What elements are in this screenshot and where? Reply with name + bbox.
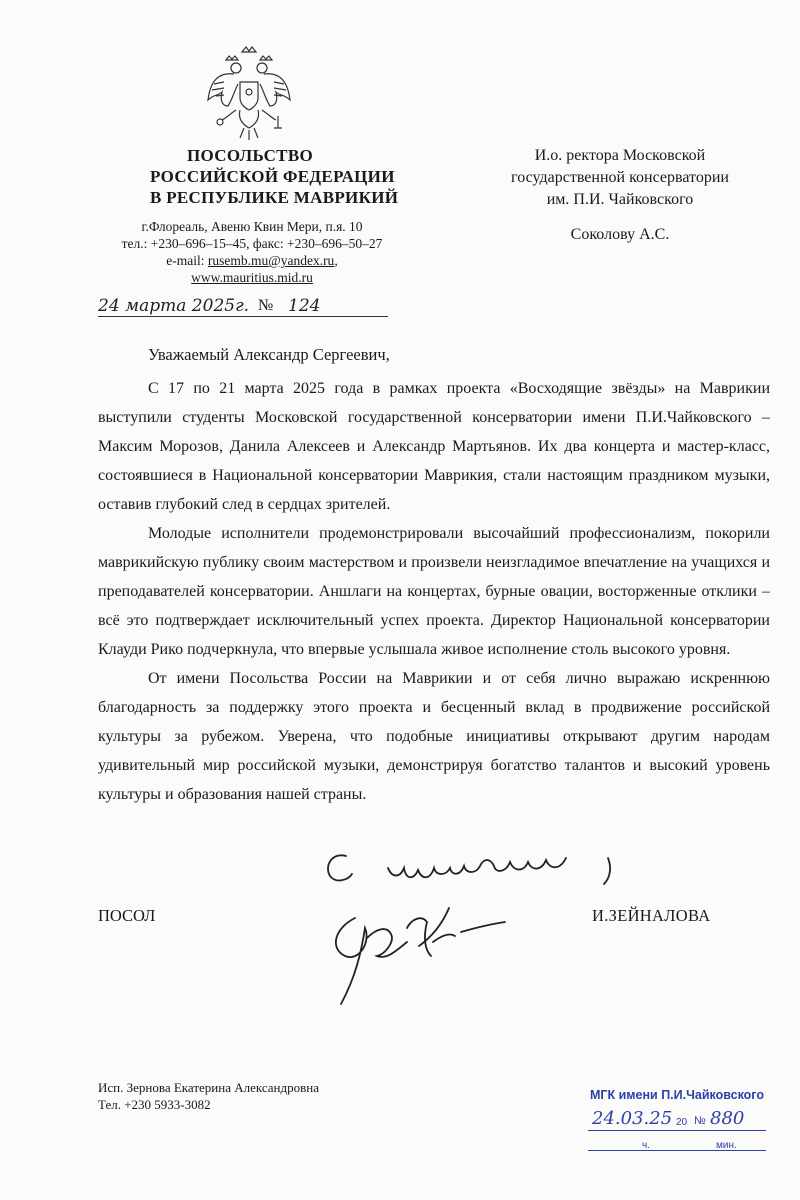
executor-name: Исп. Зернова Екатерина Александровна: [98, 1080, 319, 1095]
addressee-name: Соколову А.С.: [570, 226, 670, 243]
embassy-email-line: [92, 252, 412, 269]
embassy-name-line-1: ПОСОЛЬСТВО: [187, 146, 313, 165]
salutation: Уважаемый Александр Сергеевич,: [148, 345, 390, 364]
registration-underline: [98, 316, 388, 317]
body-paragraph-2: Молодые исполнители продемонстрировали высочайший профессионализм, покорили маврикийскую публику своим мастерством и произвели неизгладимое впечатление на учащихся и преподавателей консерватории. Аншлаги на концертах, бурные овации, восторженные отклики – всё это подтверждает исключительный успех проекта. Директор Национальной консерватории Клауди Рико подчеркнула, что впервые услышала живое исполнение столь высокого уровня.: [98, 525, 770, 658]
stamp-title: МГК имени П.И.Чайковского: [590, 1088, 764, 1102]
website-link[interactable]: www.mauritius.mid.ru: [191, 270, 313, 285]
addressee-line-3: им. П.И. Чайковского: [546, 191, 694, 208]
signer-position: ПОСОЛ: [98, 906, 156, 925]
embassy-phone-fax: тел.: +230–696–15–45, факс: +230–696–50–27: [121, 236, 383, 251]
embassy-contacts: [92, 218, 412, 286]
email-link[interactable]: rusemb.mu@yandex.ru: [207, 253, 335, 268]
executor-info: [98, 1079, 319, 1113]
russian-coat-of-arms-icon: [204, 44, 294, 144]
stamp-underline-1: [588, 1130, 766, 1131]
registration-date: 24 марта 2025г.: [98, 296, 250, 316]
signer-name: И.ЗЕЙНАЛОВА: [592, 906, 711, 925]
handwritten-signature: [315, 898, 515, 1008]
embassy-name: [150, 145, 399, 208]
email-label: e-mail:: [166, 253, 208, 268]
letter-body: [98, 374, 770, 809]
handwritten-closing: [318, 838, 648, 898]
stamp-time-row: [588, 1140, 766, 1154]
stamp-underline-2: [588, 1150, 766, 1151]
registration-line: [98, 296, 388, 320]
stamp-minutes-label: мин.: [716, 1140, 737, 1151]
body-paragraph-1: С 17 по 21 марта 2025 года в рамках проекта «Восходящие звёзды» на Маврикии выступили студенты Московской государственной консерватории имени П.И.Чайковского – Максим Морозов, Данила Алексеев и Александр Мартьянов. Их два концерта и мастер-класс, состоявшиеся в Национальной консерватории Маврикия, стали настоящим праздником музыки, оставив глубокий след в сердцах зрителей.: [98, 380, 770, 513]
stamp-number-label: №: [694, 1115, 706, 1127]
addressee-line-1: И.о. ректора Московской: [534, 147, 706, 164]
email-suffix: ,: [334, 253, 338, 268]
stamp-number: 880: [710, 1108, 745, 1129]
stamp-date: 24.03.25: [592, 1108, 673, 1129]
addressee-line-2: государственной консерватории: [511, 169, 729, 186]
addressee-block: [470, 145, 770, 246]
registration-number: 124: [288, 296, 321, 316]
stamp-hours-label: ч.: [642, 1140, 650, 1151]
stamp-date-row: [588, 1106, 766, 1132]
executor-phone: Тел. +230 5933-3082: [98, 1097, 211, 1112]
body-paragraph-3: От имени Посольства России на Маврикии и от себя лично выражаю искреннюю благодарность за поддержку этого проекта и бесценный вклад в продвижение российской культуры за рубежом. Уверена, что подобные инициативы открывают другим народам удивительный мир российской музыки, демонстрируя богатство талантов и высокий уровень культуры и образования нашей страны.: [98, 670, 770, 803]
incoming-registration-stamp: [588, 1088, 773, 1160]
embassy-name-line-3: В РЕСПУБЛИКЕ МАВРИКИЙ: [150, 188, 399, 207]
registration-number-sign: №: [258, 297, 274, 314]
stamp-year-prefix: 20: [676, 1117, 688, 1128]
embassy-name-line-2: РОССИЙСКОЙ ФЕДЕРАЦИИ: [150, 167, 395, 186]
embassy-address: г.Флореаль, Авеню Квин Мери, п.я. 10: [141, 219, 363, 234]
